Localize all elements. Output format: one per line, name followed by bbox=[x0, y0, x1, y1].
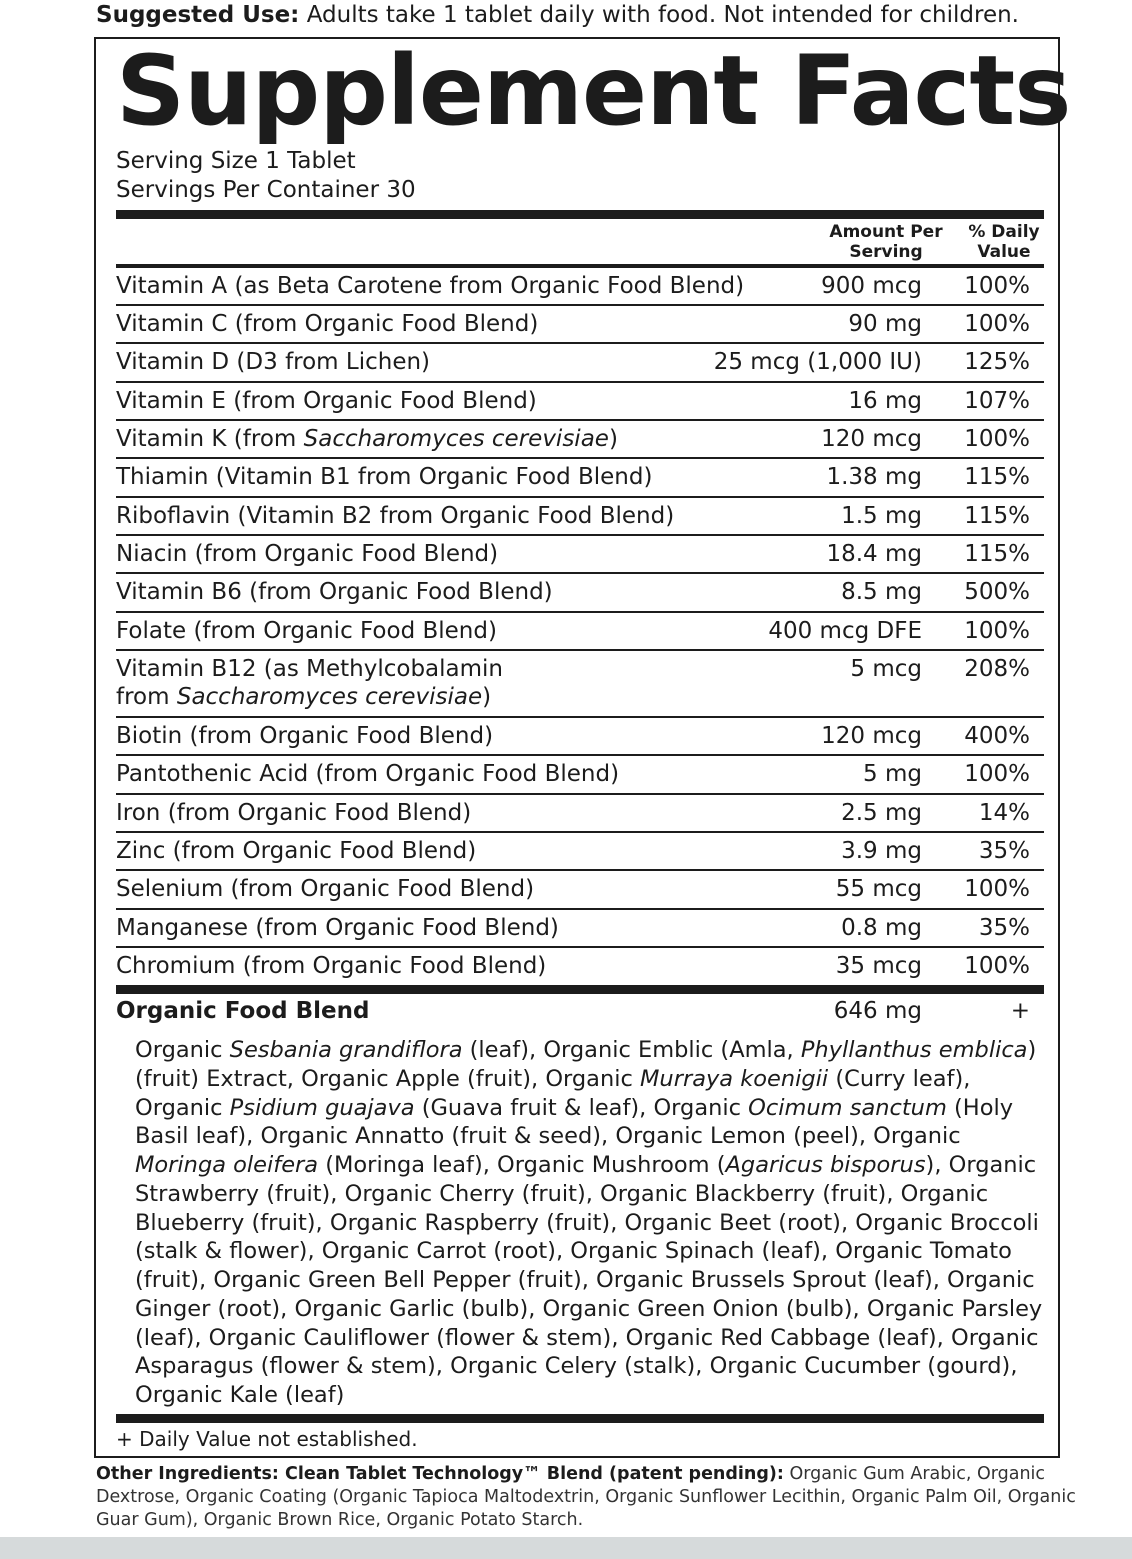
divider-thick-bottom bbox=[116, 1414, 1044, 1423]
nutrient-row bbox=[116, 459, 1044, 498]
nutrient-daily-value: 100% bbox=[964, 876, 1030, 902]
nutrient-daily-value: 14% bbox=[978, 800, 1030, 826]
blend-ingredient-botanical-name: Ocimum sanctum bbox=[748, 1094, 947, 1121]
nutrient-name: Riboflavin (Vitamin B2 from Organic Food Blend) bbox=[116, 503, 675, 529]
nutrient-amount: 1.5 mg bbox=[841, 503, 922, 529]
suggested-use-text: Adults take 1 tablet daily with food. Not intended for children. bbox=[299, 2, 1019, 28]
nutrient-row bbox=[116, 306, 1044, 344]
column-header-dv-line1: % Daily bbox=[968, 222, 1040, 242]
nutrient-name: Thiamin (Vitamin B1 from Organic Food Blend) bbox=[116, 464, 653, 490]
blend-ingredient-text: (Curry leaf), Organic bbox=[135, 1065, 971, 1121]
nutrient-name bbox=[116, 655, 503, 711]
nutrient-amount: 18.4 mg bbox=[826, 541, 922, 567]
nutrient-row bbox=[116, 651, 1044, 718]
nutrient-daily-value: 400% bbox=[964, 723, 1030, 749]
servings-per-container: Servings Per Container 30 bbox=[116, 177, 416, 203]
blend-ingredient-text: (Holy Basil leaf), Organic Annatto (fruit & seed), Organic Lemon (peel), Organic bbox=[135, 1094, 1014, 1150]
blend-ingredient-text: Organic bbox=[135, 1037, 230, 1063]
nutrient-name bbox=[116, 425, 618, 453]
nutrient-daily-value: 115% bbox=[964, 541, 1030, 567]
nutrient-name-suffix: ) bbox=[608, 426, 618, 452]
nutrient-row bbox=[116, 718, 1044, 756]
nutrient-daily-value: 35% bbox=[978, 838, 1030, 864]
nutrient-amount: 900 mcg bbox=[821, 273, 922, 299]
nutrient-name: Manganese (from Organic Food Blend) bbox=[116, 915, 559, 941]
blend-ingredient-botanical-name: Psidium guajava bbox=[229, 1094, 415, 1121]
nutrient-name: Vitamin E (from Organic Food Blend) bbox=[116, 388, 537, 414]
blend-ingredient-botanical-name: Sesbania grandiflora bbox=[229, 1037, 463, 1063]
nutrient-amount: 8.5 mg bbox=[841, 579, 922, 605]
nutrient-amount: 55 mcg bbox=[835, 876, 922, 902]
nutrient-name-line2-prefix: from bbox=[116, 684, 177, 710]
nutrient-row bbox=[116, 421, 1044, 459]
nutrient-row bbox=[116, 948, 1044, 986]
nutrient-daily-value: 115% bbox=[964, 464, 1030, 490]
blend-ingredient-text: (leaf), Organic Emblic (Amla, bbox=[462, 1037, 801, 1063]
nutrient-row bbox=[116, 268, 1044, 306]
nutrient-amount: 120 mcg bbox=[821, 723, 922, 749]
blend-ingredient-text: ) (fruit) Extract, Organic Apple (fruit), Organic bbox=[135, 1037, 1037, 1092]
nutrient-row bbox=[116, 756, 1044, 795]
nutrient-amount: 3.9 mg bbox=[841, 838, 922, 864]
nutrient-daily-value: 115% bbox=[964, 503, 1030, 529]
nutrient-name-line2-italic: Saccharomyces cerevisiae bbox=[176, 684, 483, 710]
nutrient-amount: 16 mg bbox=[848, 388, 922, 414]
nutrient-amount: 25 mcg (1,000 IU) bbox=[713, 349, 922, 375]
nutrient-name: Vitamin A (as Beta Carotene from Organic Food Blend) bbox=[116, 273, 745, 299]
nutrient-name: Biotin (from Organic Food Blend) bbox=[116, 723, 494, 749]
blend-ingredient-botanical-name: Phyllanthus emblica bbox=[800, 1037, 1028, 1063]
blend-ingredients bbox=[135, 1036, 1055, 1410]
nutrient-name: Niacin (from Organic Food Blend) bbox=[116, 541, 499, 567]
nutrient-daily-value: 100% bbox=[964, 618, 1030, 644]
blend-ingredient-botanical-name: Moringa oleifera bbox=[135, 1152, 319, 1178]
blend-row bbox=[116, 994, 1044, 1030]
nutrient-row bbox=[116, 536, 1044, 574]
column-header-amount bbox=[826, 222, 946, 262]
blend-daily-value: + bbox=[1010, 998, 1030, 1024]
nutrient-row bbox=[116, 383, 1044, 421]
nutrient-row bbox=[116, 344, 1044, 383]
nutrient-daily-value: 107% bbox=[964, 388, 1030, 414]
blend-ingredient-text: ), Organic Strawberry (fruit), Organic Cherry (fruit), Organic Blackberry (fruit), Organic Blueberry (fruit), Organic Raspberry (fruit), Organic Beet (root), Organic Broccoli (stalk & flower), Organic Carrot (root), Organic Spinach (leaf), Organic Tomato (fruit), Organic Green Bell Pepper (fruit), Organic Brussels Sprout (leaf), Organic Ginger (root), Organic Garlic (bulb), Organic Green Onion (bulb), Organic Parsley (leaf), Organic Cauliflower (flower & stem), Organic Red Cabbage (leaf), Organic Asparagus (flower & stem), Organic Celery (stalk), Organic Cucumber (gourd), Organic Kale (leaf) bbox=[135, 1152, 1043, 1408]
nutrient-amount: 35 mcg bbox=[835, 953, 922, 979]
divider-thick-blend bbox=[116, 985, 1044, 994]
nutrient-amount: 120 mcg bbox=[821, 426, 922, 452]
nutrient-daily-value: 125% bbox=[964, 349, 1030, 375]
nutrient-row bbox=[116, 910, 1044, 948]
blend-name: Organic Food Blend bbox=[116, 998, 370, 1024]
panel-title: Supplement Facts bbox=[116, 35, 1071, 147]
nutrient-daily-value: 100% bbox=[964, 273, 1030, 299]
nutrient-name: Zinc (from Organic Food Blend) bbox=[116, 838, 477, 864]
column-header-amount-line1: Amount Per bbox=[829, 222, 943, 242]
blend-ingredient-botanical-name: Agaricus bisporus bbox=[725, 1152, 926, 1178]
divider-thick-top bbox=[116, 210, 1044, 219]
nutrient-amount: 5 mcg bbox=[850, 656, 922, 682]
nutrient-name: Folate (from Organic Food Blend) bbox=[116, 618, 497, 644]
nutrient-name-italic: Saccharomyces cerevisiae bbox=[303, 426, 609, 452]
nutrient-name: Vitamin B6 (from Organic Food Blend) bbox=[116, 579, 553, 605]
column-header-amount-line2: Serving bbox=[849, 242, 923, 262]
nutrient-daily-value: 100% bbox=[964, 311, 1030, 337]
nutrient-name: Selenium (from Organic Food Blend) bbox=[116, 876, 535, 902]
suggested-use bbox=[96, 0, 1096, 30]
nutrient-daily-value: 100% bbox=[964, 426, 1030, 452]
footnote: + Daily Value not established. bbox=[116, 1427, 418, 1451]
nutrient-row bbox=[116, 833, 1044, 871]
nutrient-daily-value: 35% bbox=[978, 915, 1030, 941]
nutrient-row bbox=[116, 498, 1044, 536]
other-ingredients-label: Other Ingredients: Clean Tablet Technology™ Blend (patent pending): bbox=[96, 1464, 784, 1484]
nutrient-amount: 1.38 mg bbox=[826, 464, 922, 490]
nutrient-table bbox=[116, 268, 1044, 986]
nutrient-name: Pantothenic Acid (from Organic Food Blend) bbox=[116, 761, 620, 787]
other-ingredients bbox=[96, 1463, 1086, 1532]
nutrient-name-line1: Vitamin B12 (as Methylcobalamin bbox=[116, 656, 503, 682]
nutrient-amount: 5 mg bbox=[863, 761, 922, 787]
nutrient-amount: 2.5 mg bbox=[841, 800, 922, 826]
nutrient-row bbox=[116, 574, 1044, 613]
blend-ingredient-text: (Moringa leaf), Organic Mushroom ( bbox=[318, 1152, 726, 1178]
bottom-bar bbox=[0, 1537, 1132, 1559]
nutrient-daily-value: 100% bbox=[964, 953, 1030, 979]
nutrient-amount: 90 mg bbox=[848, 311, 922, 337]
blend-ingredient-botanical-name: Murraya koenigii bbox=[640, 1065, 829, 1092]
column-header-daily-value bbox=[962, 222, 1046, 262]
blend-amount: 646 mg bbox=[833, 998, 922, 1024]
nutrient-name: Chromium (from Organic Food Blend) bbox=[116, 953, 547, 979]
nutrient-row bbox=[116, 613, 1044, 651]
nutrient-row bbox=[116, 795, 1044, 833]
nutrient-daily-value: 500% bbox=[964, 579, 1030, 605]
nutrient-amount: 400 mcg DFE bbox=[768, 618, 922, 644]
nutrient-name: Iron (from Organic Food Blend) bbox=[116, 800, 472, 826]
nutrient-name: Vitamin D (D3 from Lichen) bbox=[116, 349, 431, 375]
nutrient-daily-value: 100% bbox=[964, 761, 1030, 787]
blend-ingredient-text: (Guava fruit & leaf), Organic bbox=[414, 1094, 749, 1121]
column-header-dv-line2: Value bbox=[977, 242, 1031, 262]
suggested-use-label: Suggested Use: bbox=[96, 2, 300, 28]
nutrient-name-line2-suffix: ) bbox=[482, 684, 492, 710]
nutrient-row bbox=[116, 871, 1044, 910]
nutrient-name: Vitamin C (from Organic Food Blend) bbox=[116, 311, 539, 337]
serving-size: Serving Size 1 Tablet bbox=[116, 148, 356, 174]
nutrient-name-prefix: Vitamin K (from bbox=[116, 426, 304, 452]
other-ingredients-text: Organic Gum Arabic, Organic Dextrose, Organic Coating (Organic Tapioca Maltodextrin, Organic Sunflower Lecithin, Organic Palm Oil, Organic Guar Gum), Organic Brown Rice, Organic Potato Starch. bbox=[96, 1464, 1076, 1530]
nutrient-amount: 0.8 mg bbox=[841, 915, 922, 941]
nutrient-daily-value: 208% bbox=[964, 656, 1030, 682]
